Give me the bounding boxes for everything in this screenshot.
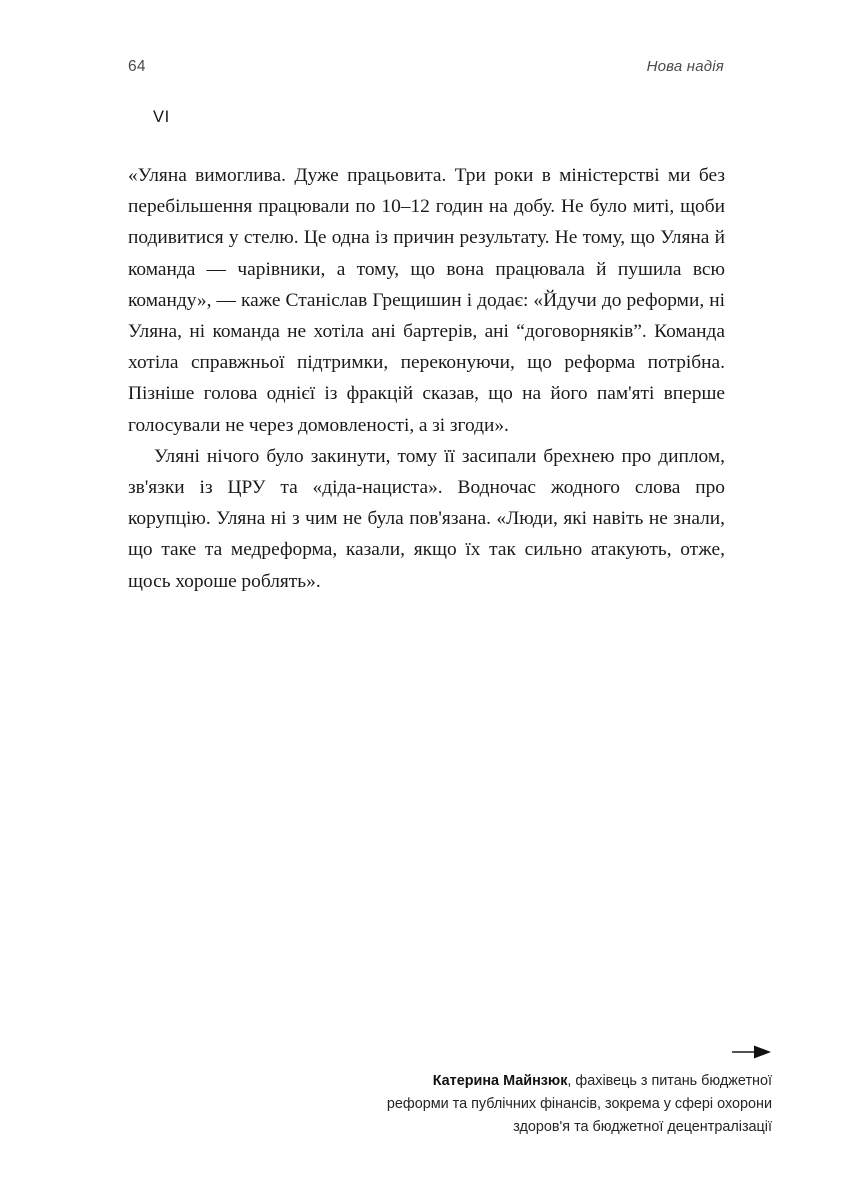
caption-person-description: , фахівець з питань бюджетної реформи та публічних фінансів, зокрема у сфері охорони здоров'я та бюджетної децентралізації xyxy=(386,1073,772,1135)
paragraph: «Уляна вимоглива. Дуже працьовита. Три роки в міністерстві ми без перебільшення працювали по 10–12 годин на добу. Не було миті, щоби подивитися у стелю. Це одна із причин результату. Не тому, що Уляна й команда — чарівники, а тому, що вона працювала й пушила всю команду», — каже Станіслав Грещишин і додає: «Йдучи до реформи, ні Уляна, ні команда не хотіла ані бартерів, ані “договорняків”. Команда хотіла справжньої підтримки, переконуючи, що реформа потрібна. Пізніше голова однієї із фракцій сказав, що на його пам'яті вперше голосували не через домовленості, а зі згоди». xyxy=(128,165,725,436)
body-text-block xyxy=(128,160,725,597)
section-marker: VI xyxy=(153,108,170,126)
arrow-right-icon xyxy=(380,1040,772,1064)
caption-person-name: Катерина Майнзюк xyxy=(432,1073,568,1089)
running-head-title: Нова надія xyxy=(646,58,724,75)
caption-text xyxy=(380,1070,772,1139)
photo-caption-block xyxy=(380,1040,772,1139)
page-number: 64 xyxy=(128,58,146,75)
running-head xyxy=(128,58,724,82)
paragraph: Уляні нічого було закинути, тому її засипали брехнею про диплом, зв'язки із ЦРУ та «діда-нациста». Водночас жодного слова про корупцію. Уляна ні з чим не була пов'язана. «Люди, які навіть не знали, що таке та медреформа, казали, якщо їх так сильно атакують, отже, щось хороше роблять». xyxy=(128,445,725,592)
